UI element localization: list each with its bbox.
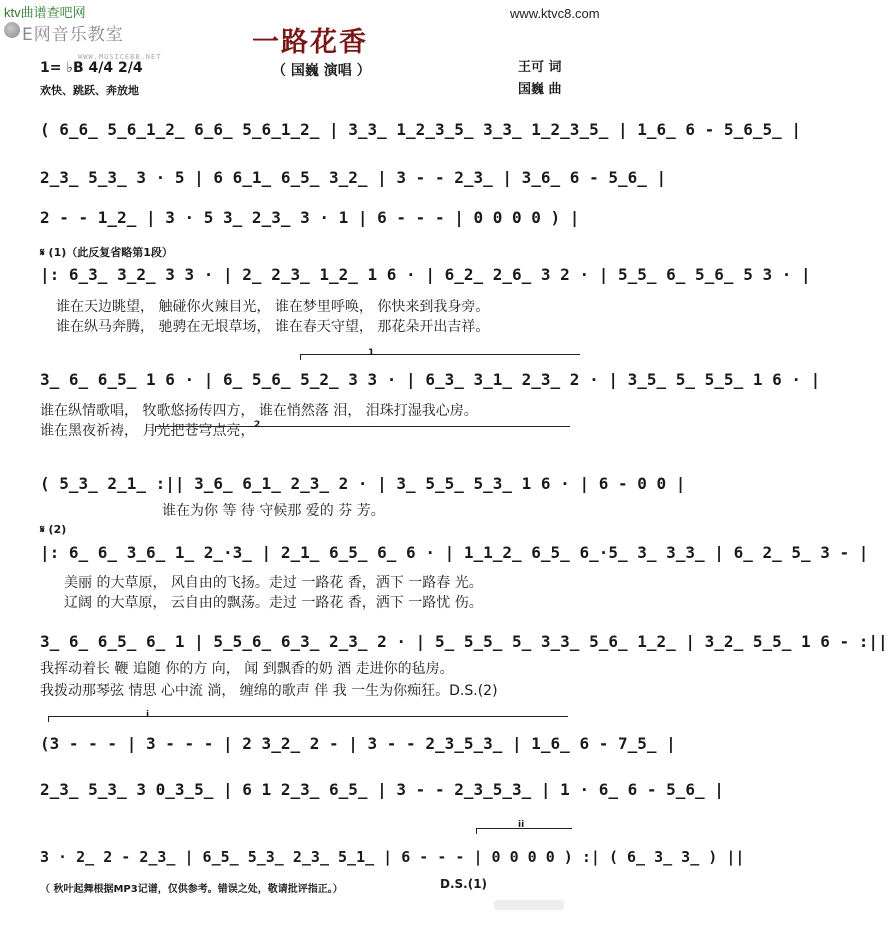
lyric-line-4b: 辽阔 的大草原， 云自由的飘荡。走过 一路花 香，洒下 一路忧 伤。 bbox=[64, 595, 483, 611]
lyric-line-3: 谁在为你 等 待 守候那 爱的 芬 芳。 bbox=[162, 503, 385, 519]
lyric-line-5b: 我拨动那琴弦 情思 心中流 淌， 缠绵的歌声 伴 我 一生为你痴狂。D.S.(2) bbox=[40, 683, 498, 699]
volta-i-label: i bbox=[146, 710, 150, 720]
volta-2-label: 2 bbox=[254, 420, 261, 430]
footer-ds-marker: D.S.(1) bbox=[440, 877, 488, 891]
volta-1-bracket bbox=[300, 354, 580, 355]
volta-ii-tick bbox=[476, 828, 477, 834]
lyric-line-2a: 谁在纵情歌唱， 牧歌悠扬传四方， 谁在悄然落 泪， 泪珠打湿我心房。 bbox=[40, 403, 478, 419]
lyric-line-1a: 谁在天边眺望， 触碰你火辣目光， 谁在梦里呼唤， 你快来到我身旁。 bbox=[56, 299, 490, 315]
volta-2-tick bbox=[155, 426, 156, 432]
faint-watermark bbox=[494, 900, 564, 910]
volta-1-tick bbox=[300, 354, 301, 360]
site-logo-text: E网音乐教室 bbox=[22, 25, 124, 45]
site-logo-mark bbox=[4, 22, 20, 38]
staff-line-2: 2̲3̲ 5̲3̲ 3 · 5 | 6 6̲1̲ 6̲5̲ 3̲2̲ | 3 - - 2̲3̲ | 3̲6̲ 6 - 5̲6̲ | bbox=[40, 168, 667, 187]
lyric-line-4a: 美丽 的大草原， 风自由的飞扬。走过 一路花 香，洒下 一路春 光。 bbox=[64, 575, 483, 591]
staff-line-10: 2̲3̲ 5̲3̲ 3 0̲3̲5̲ | 6 1 2̲3̲ 6̲5̲ | 3 - - 2̲3̲5̲3̲ | 1 · 6̲ 6 - 5̲6̲ | bbox=[40, 780, 724, 799]
staff-line-3: 2 - - 1̲2̲ | 3 · 5 3̲ 2̲3̲ 3 · 1 | 6 - - - | 0 0 0 0 ) | bbox=[40, 208, 580, 227]
segno-marker-2: 𝄋 (2) bbox=[40, 523, 67, 536]
song-title: 一路花香 bbox=[252, 27, 368, 58]
site-url: www.ktvc8.com bbox=[510, 6, 600, 21]
staff-line-4: |: 6̲3̲ 3̲2̲ 3 3 · | 2̲ 2̲3̲ 1̲2̲ 1 6 · | 6̲2̲ 2̲6̲ 3 2 · | 5̲5̲ 6̲ 5̲6̲ 5 3 · | bbox=[40, 265, 811, 284]
footer-note: （ 秋叶起舞根据MP3记谱，仅供参考。错误之处，敬请批评指正。） bbox=[40, 884, 343, 895]
volta-i-bracket bbox=[48, 716, 568, 717]
composer-credit: 国巍 曲 bbox=[518, 82, 562, 97]
tempo-marking: 欢快、跳跃、奔放地 bbox=[40, 84, 139, 97]
singer-line: （ 国巍 演唱 ） bbox=[272, 63, 371, 79]
site-subtitle: WWW.MUSICEBB.NET bbox=[78, 53, 162, 61]
staff-line-6: ( 5̲3̲ 2̲1̲ :|| 3̲6̲ 6̲1̲ 2̲3̲ 2 · | 3̲ 5̲5̲ 5̲3̲ 1 6 · | 6 - 0 0 | bbox=[40, 474, 686, 493]
lyricist-credit: 王可 词 bbox=[518, 60, 562, 75]
site-name-left: ktv曲谱查吧网 bbox=[4, 5, 86, 20]
lyric-line-2b: 谁在黑夜祈祷， 月光把苍穹点亮， bbox=[40, 423, 255, 439]
staff-line-11: 3 · 2̲ 2 - 2̲3̲ | 6̲5̲ 5̲3̲ 2̲3̲ 5̲1̲ | 6 - - - | 0 0 0 0 ) :| ( 6̲ 3̲ 3̲ ) || bbox=[40, 848, 745, 866]
staff-line-7: |: 6̲ 6̲ 3̲6̲ 1̲ 2̲·3̲ | 2̲1̲ 6̲5̲ 6̲ 6 · | 1̲1̲2̲ 6̲5̲ 6̲·5̲ 3̲ 3̲3̲ | 6̲ 2̲ 5̲ 3 - | bbox=[40, 543, 869, 562]
volta-ii-label: ii bbox=[518, 820, 525, 830]
staff-line-5: 3̲ 6̲ 6̲5̲ 1 6 · | 6̲ 5̲6̲ 5̲2̲ 3 3 · | 6̲3̲ 3̲1̲ 2̲3̲ 2 · | 3̲5̲ 5̲ 5̲5̲ 1 6 · | bbox=[40, 370, 821, 389]
staff-line-8: 3̲ 6̲ 6̲5̲ 6̲ 1 | 5̲5̲6̲ 6̲3̲ 2̲3̲ 2 · | 5̲ 5̲5̲ 5̲ 3̲3̲ 5̲6̲ 1̲2̲ | 3̲2̲ 5̲5̲ 1 6 - :|| bbox=[40, 632, 888, 651]
staff-line-1: ( 6̲6̲ 5̲6̲1̲2̲ 6̲6̲ 5̲6̲1̲2̲ | 3̲3̲ 1̲2̲3̲5̲ 3̲3̲ 1̲2̲3̲5̲ | 1̲6̲ 6 - 5̲6̲5̲ | bbox=[40, 120, 801, 139]
lyric-line-5a: 我挥动着长 鞭 追随 你的方 向， 闻 到飘香的奶 酒 走进你的毡房。 bbox=[40, 661, 454, 677]
volta-i-tick bbox=[48, 716, 49, 722]
key-signature: 1= ♭B 4/4 2/4 bbox=[40, 60, 143, 76]
volta-2-bracket bbox=[155, 426, 570, 427]
staff-line-9: (3 - - - | 3 - - - | 2 3̲2̲ 2 - | 3 - - 2̲3̲5̲3̲ | 1̲6̲ 6 - 7̲5̲ | bbox=[40, 734, 676, 753]
segno-marker-1: 𝄋 (1)（此反复省略第1段） bbox=[40, 246, 173, 259]
lyric-line-1b: 谁在纵马奔腾， 驰骋在无垠草场， 谁在春天守望， 那花朵开出吉祥。 bbox=[56, 319, 490, 335]
volta-1-label: 1 bbox=[368, 348, 375, 358]
